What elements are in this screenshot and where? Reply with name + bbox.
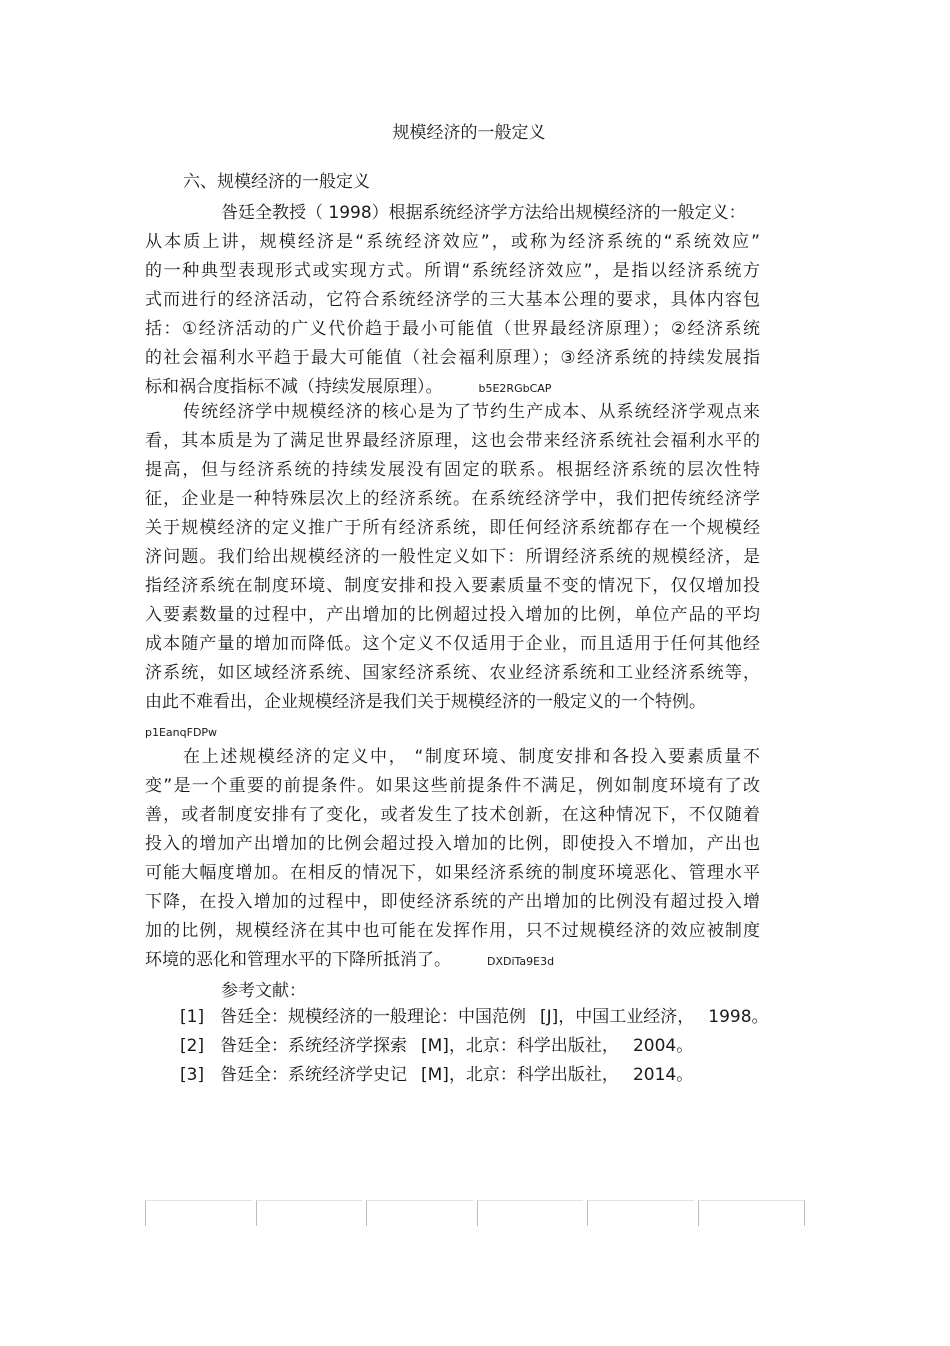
paragraph-line: 昝廷全教授（ 1998）根据系统经济学方法给出规模经济的一般定义：	[221, 203, 746, 223]
paragraph-line: 济问题。我们给出规模经济的一般性定义如下：所谓经济系统的规模经济，是	[145, 547, 760, 567]
paragraph-line: 下降，在投入增加的过程中，即使经济系统的产出增加的比例没有超过投入增	[145, 892, 760, 912]
footer-cell	[698, 1200, 806, 1226]
reference-type: [J]	[540, 1007, 559, 1027]
paragraph-line: 指经济系统在制度环境、制度安排和投入要素质量不变的情况下，仅仅增加投	[145, 576, 760, 596]
reference-rest: ，北京：科学出版社，	[448, 1036, 619, 1056]
paragraph-line: 可能大幅度增加。在相反的情况下，如果经济系统的制度环境恶化、管理水平	[145, 863, 760, 883]
footer-cell	[477, 1200, 584, 1226]
document-title: 规模经济的一般定义	[392, 123, 546, 143]
reference-text: 昝廷全：系统经济学探索	[220, 1036, 407, 1056]
document-code: p1EanqFDPw	[145, 726, 218, 739]
paragraph-line: 善，或者制度安排有了变化，或者发生了技术创新，在这种情况下，不仅随着	[145, 805, 760, 825]
section-heading: 六、规模经济的一般定义	[183, 172, 370, 192]
footer-cell	[256, 1200, 363, 1226]
footer-cell	[366, 1200, 473, 1226]
paragraph-line: 变”是一个重要的前提条件。如果这些前提条件不满足，例如制度环境有了改	[145, 776, 760, 796]
paragraph-line: 由此不难看出，企业规模经济是我们关于规模经济的一般定义的一个特例。	[145, 692, 706, 712]
reference-number: [3]	[180, 1065, 205, 1085]
paragraph-line: 的社会福利水平趋于最大可能值（社会福利原理）；③经济系统的持续发展指	[145, 348, 760, 368]
paragraph-line: 提高，但与经济系统的持续发展没有固定的联系。根据经济系统的层次性特	[145, 460, 760, 480]
footer-cell	[587, 1200, 694, 1226]
paragraph-line: 征，企业是一种特殊层次上的经济系统。在系统经济学中，我们把传统经济学	[145, 489, 760, 509]
paragraph-line: 成本随产量的增加而降低。这个定义不仅适用于企业，而且适用于任何其他经	[145, 634, 760, 654]
reference-item	[180, 1061, 693, 1090]
reference-text: 昝廷全：规模经济的一般理论：中国范例	[220, 1007, 526, 1027]
paragraph-line-text: 环境的恶化和管理水平的下降所抵消了。	[145, 950, 451, 970]
paragraph-line: 济系统，如区域经济系统、国家经济系统、农业经济系统和工业经济系统等，	[145, 663, 760, 683]
paragraph-line: 式而进行的经济活动，它符合系统经济学的三大基本公理的要求，具体内容包	[145, 290, 760, 310]
reference-type: [M]	[421, 1065, 449, 1085]
reference-item	[180, 1003, 769, 1032]
reference-item	[180, 1032, 693, 1061]
reference-year: 2004。	[632, 1036, 694, 1056]
paragraph-line: 关于规模经济的定义推广于所有经济系统，即任何经济系统都存在一个规模经	[145, 518, 760, 538]
document-code: DXDiTa9E3d	[487, 955, 555, 968]
paragraph-line: 入要素数量的过程中，产出增加的比例超过投入增加的比例，单位产品的平均	[145, 605, 760, 625]
paragraph-line: 加的比例，规模经济在其中也可能在发挥作用，只不过规模经济的效应被制度	[145, 921, 760, 941]
paragraph-line: 传统经济学中规模经济的核心是为了节约生产成本、从系统经济学观点来	[183, 402, 760, 422]
paragraph-line-final	[145, 946, 760, 975]
paragraph-1	[145, 199, 760, 402]
reference-rest: ，北京：科学出版社，	[448, 1065, 619, 1085]
paragraph-line: 的一种典型表现形式或实现方式。所谓“系统经济效应”，是指以经济系统方	[145, 261, 760, 281]
paragraph-line: 括：①经济活动的广义代价趋于最小可能值（世界最经济原理）；②经济系统	[145, 319, 760, 339]
reference-rest: ，中国工业经济，	[558, 1007, 695, 1027]
reference-text: 昝廷全：系统经济学史记	[220, 1065, 407, 1085]
paragraph-line-text: 标和祸合度指标不减（持续发展原理）。	[145, 377, 443, 397]
paragraph-line: 看，其本质是为了满足世界最经济原理，这也会带来经济系统社会福利水平的	[145, 431, 760, 451]
reference-number: [2]	[180, 1036, 205, 1056]
reference-type: [M]	[421, 1036, 449, 1056]
paragraph-2	[145, 398, 760, 717]
reference-year: 2014。	[632, 1065, 694, 1085]
paragraph-3	[145, 743, 760, 975]
paragraph-line: 从本质上讲，规模经济是“系统经济效应”，或称为经济系统的“系统效应”	[145, 232, 760, 252]
document-code: b5E2RGbCAP	[478, 382, 552, 395]
references-heading: 参考文献：	[221, 981, 306, 1001]
reference-year: 1998。	[708, 1007, 769, 1027]
reference-number: [1]	[180, 1007, 205, 1027]
paragraph-line: 在上述规模经济的定义中， “制度环境、制度安排和各投入要素质量不	[183, 747, 760, 767]
footer-cell	[145, 1200, 252, 1226]
paragraph-line: 投入的增加产出增加的比例会超过投入增加的比例，即使投入不增加，产出也	[145, 834, 760, 854]
footer-table	[145, 1200, 805, 1226]
